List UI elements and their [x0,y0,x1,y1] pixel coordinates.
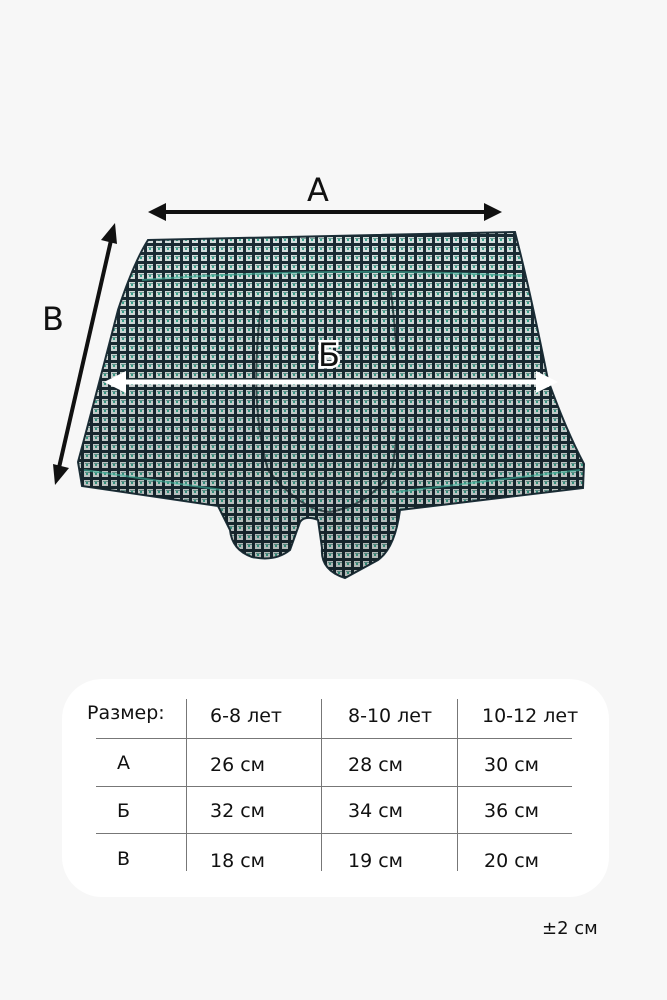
row-label-v: В [117,848,131,870]
table-cell: 30 см [484,754,539,776]
row-label-b: Б [117,800,131,822]
table-cell: 19 см [348,850,403,872]
table-cell: 18 см [210,850,265,872]
dimension-v-label: В [42,300,64,338]
table-cell: 36 см [484,800,539,822]
table-divider [96,738,572,739]
dimension-a-label: А [307,171,329,209]
table-divider [186,699,187,871]
table-cell: 20 см [484,850,539,872]
table-header-10-12: 10-12 лет [482,705,579,727]
size-table-card [62,679,609,897]
dimension-b-label: Б [318,336,340,374]
table-cell: 34 см [348,800,403,822]
table-header-8-10: 8-10 лет [348,705,433,727]
size-table [62,679,609,897]
table-divider [96,786,572,787]
table-divider [321,699,322,871]
table-header-size: Размер: [87,702,165,724]
table-cell: 32 см [210,800,265,822]
table-cell: 26 см [210,754,265,776]
table-divider [457,699,458,871]
row-label-a: А [117,752,130,774]
table-header-6-8: 6-8 лет [210,705,282,727]
tolerance-note: ±2 см [542,918,598,939]
table-cell: 28 см [348,754,403,776]
table-divider [96,833,572,834]
boxer-shorts [78,232,584,578]
